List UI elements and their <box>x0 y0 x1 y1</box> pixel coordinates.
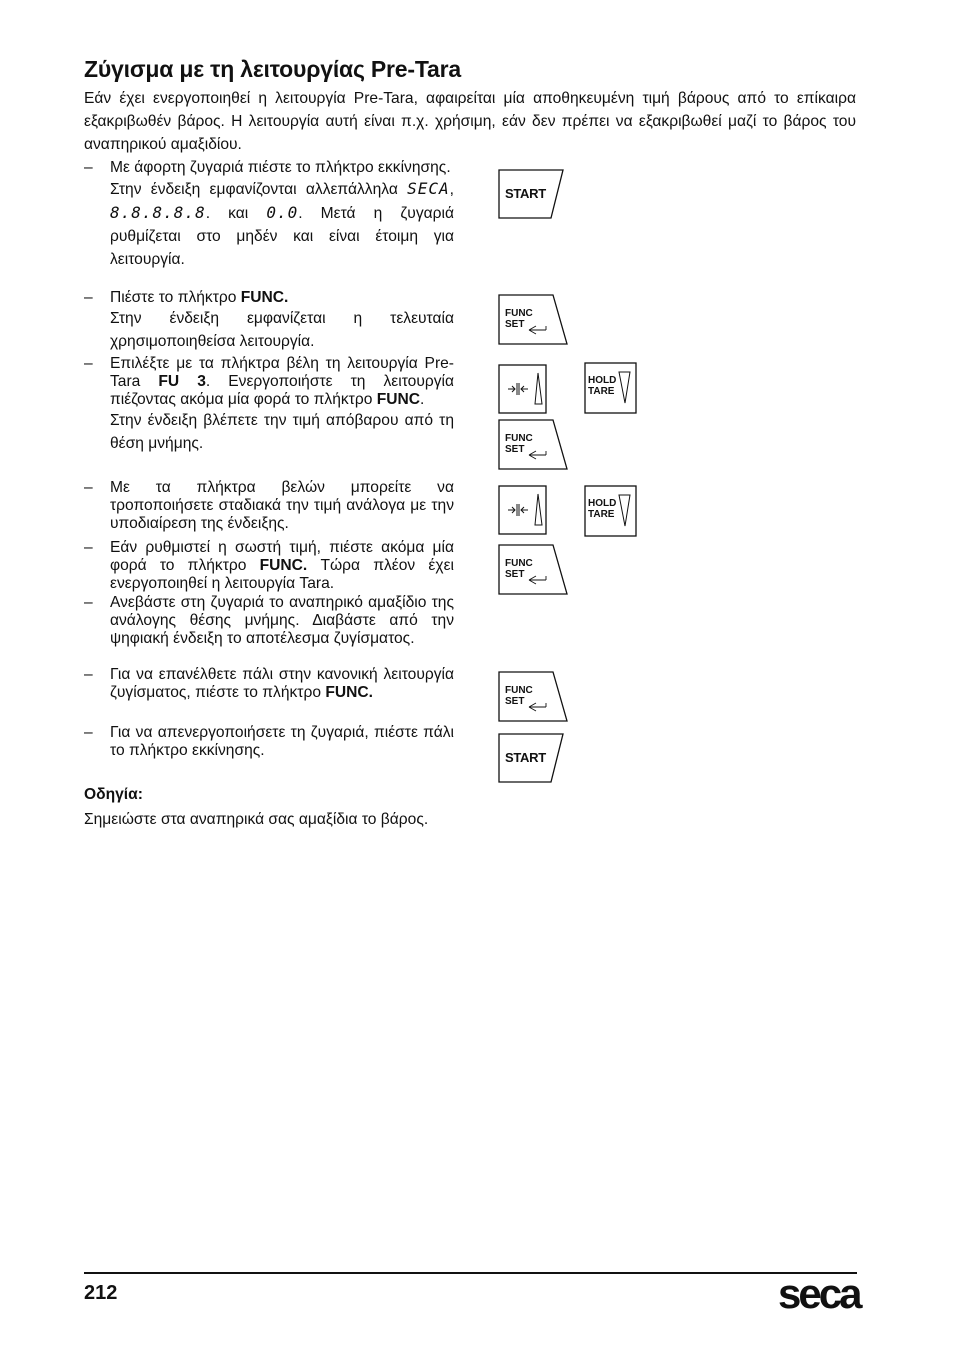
step-dash: – <box>84 355 93 372</box>
step-5-text <box>110 539 454 593</box>
func-key-label-top: FUNC <box>505 558 533 569</box>
intro-paragraph: Εάν έχει ενεργοποιηθεί η λειτουργία Pre-Tara, αφαιρείται μία αποθηκευμένη τιμή βάρους από το επίκαιρα εξακριβωθέν βάρος. Η λειτουργία αυτή είναι π.χ. χρήσιμη, εάν δεν πρέπει να εξακριβωθεί μαζί το βάρος του αναπηρικού αμαξιδίου. <box>84 90 856 153</box>
step-8-text: Για να απενεργοποιήσετε τη ζυγαριά, πιέστε πάλι το πλήκτρο εκκίνησης. <box>110 724 454 759</box>
step-2-result: Στην ένδειξη εμφανίζεται η τελευταία χρησιμοποιηθείσα λειτουργία. <box>110 310 454 350</box>
footer-divider <box>84 1272 857 1274</box>
step-dash: – <box>84 159 93 176</box>
func-set-key-icon <box>498 419 570 471</box>
step-7 <box>84 666 454 702</box>
hold-tare-key-icon <box>584 362 638 414</box>
step-7-text <box>110 666 454 702</box>
display-seca-readout: SECA <box>407 179 450 198</box>
func-set-key-icon <box>498 294 570 346</box>
step-5-text-c: Τώρα πλέον έχει ενεργοποιηθεί η λειτουργία Tara. <box>110 557 454 592</box>
display-test-readout: 8.8.8.8.8 <box>110 203 206 222</box>
step-1-display-intro: Στην ένδειξη εμφανίζονται αλλεπάλληλα <box>110 181 398 198</box>
hold-tare-key-icon <box>584 485 638 537</box>
step-dash: – <box>84 479 93 496</box>
start-key-label: START <box>505 186 546 201</box>
step-1-sep: . και <box>205 205 267 222</box>
step-3-text-c: . Ενεργοποιήστε τη λειτουργία πιέζοντας ακόμα μία φορά το πλήκτρο <box>110 373 454 408</box>
func-key-ref: FUNC. <box>259 557 308 574</box>
seca-logo: seca <box>778 1270 860 1317</box>
fu3-ref: FU 3 <box>158 373 206 390</box>
step-7-text-a: Για να επανέλθετε πάλι στην κανονική λειτουργία ζυγίσματος, πιέστε το πλήκτρο <box>110 666 454 701</box>
step-3-text <box>110 355 454 409</box>
note-text: Σημειώστε στα αναπηρικά σας αμαξίδια το βάρος. <box>84 811 429 828</box>
step-dash: – <box>84 724 93 741</box>
step-1-display-text <box>110 177 454 271</box>
page-title: Ζύγισμα με τη λειτουργίας Pre-Tara <box>84 56 461 82</box>
start-key-icon <box>498 733 566 783</box>
start-key-icon <box>498 169 566 219</box>
page-number: 212 <box>84 1282 118 1304</box>
func-key-ref: FUNC. <box>240 289 289 306</box>
func-key-label-bottom: SET <box>505 444 525 455</box>
hold-key-label-top: HOLD <box>588 498 617 509</box>
note-heading: Οδηγία: <box>84 786 143 803</box>
func-key-label-top: FUNC <box>505 433 533 444</box>
step-6 <box>84 594 454 648</box>
step-1-ready-text: . Μετά η ζυγαριά ρυθμίζεται στο μηδέν και είναι έτοιμη για λειτουργία. <box>110 205 454 268</box>
func-set-key-icon <box>498 544 570 596</box>
step-2 <box>84 289 454 353</box>
func-key-ref: FUNC. <box>325 684 373 701</box>
hold-key-label-bottom: TARE <box>588 509 615 520</box>
display-zero-readout: 0.0 <box>266 203 299 222</box>
step-3 <box>84 355 454 455</box>
arrow-key-outline <box>498 364 548 414</box>
step-3-text-a: Επιλέξτε με τα πλήκτρα βέλη τη λειτουργία Pre-Tara <box>110 355 454 390</box>
func-key-label-bottom: SET <box>505 696 525 707</box>
hold-key-label-top: HOLD <box>588 375 617 386</box>
step-dash: – <box>84 666 93 683</box>
func-key-ref: FUNC <box>376 391 421 408</box>
step-dash: – <box>84 539 93 556</box>
arrow-key-icon <box>498 485 548 535</box>
func-set-key-icon <box>498 671 570 723</box>
step-1-sep: , <box>449 181 454 198</box>
step-2-text-a: Πιέστε το πλήκτρο <box>110 289 241 306</box>
func-key-label-top: FUNC <box>505 308 533 319</box>
func-key-label-top: FUNC <box>505 685 533 696</box>
arrow-key-icon <box>498 364 548 414</box>
step-4-text: Με τα πλήκτρα βελών μπορείτε να τροποποιήσετε σταδιακά την τιμή ανάλογα με την υποδιαίρεση της ένδειξης. <box>110 479 454 532</box>
step-2-text <box>110 289 454 307</box>
step-5 <box>84 539 454 593</box>
step-5-text-a: Εάν ρυθμιστεί η σωστή τιμή, πιέστε ακόμα μία φορά το πλήκτρο <box>110 539 454 574</box>
step-4 <box>84 479 454 533</box>
step-dash: – <box>84 289 93 306</box>
start-key-label: START <box>505 750 546 765</box>
hold-key-label-bottom: TARE <box>588 386 615 397</box>
arrow-key-outline <box>498 485 548 535</box>
step-3-result: Στην ένδειξη βλέπετε την τιμή απόβαρου από τη θέση μνήμης. <box>110 412 454 452</box>
step-8 <box>84 724 454 760</box>
step-6-text: Ανεβάστε στη ζυγαριά το αναπηρικό αμαξίδιο της ανάλογης θέσης μνήμης. Διαβάστε από την ψηφιακή ένδειξη το αποτέλεσμα ζυγίσματος. <box>110 594 454 647</box>
step-1 <box>84 159 454 271</box>
func-key-label-bottom: SET <box>505 319 525 330</box>
step-dash: – <box>84 594 93 611</box>
step-3-text-e: . <box>420 391 425 408</box>
step-1-text: Με άφορτη ζυγαριά πιέστε το πλήκτρο εκκίνησης. <box>110 159 451 176</box>
func-key-label-bottom: SET <box>505 569 525 580</box>
